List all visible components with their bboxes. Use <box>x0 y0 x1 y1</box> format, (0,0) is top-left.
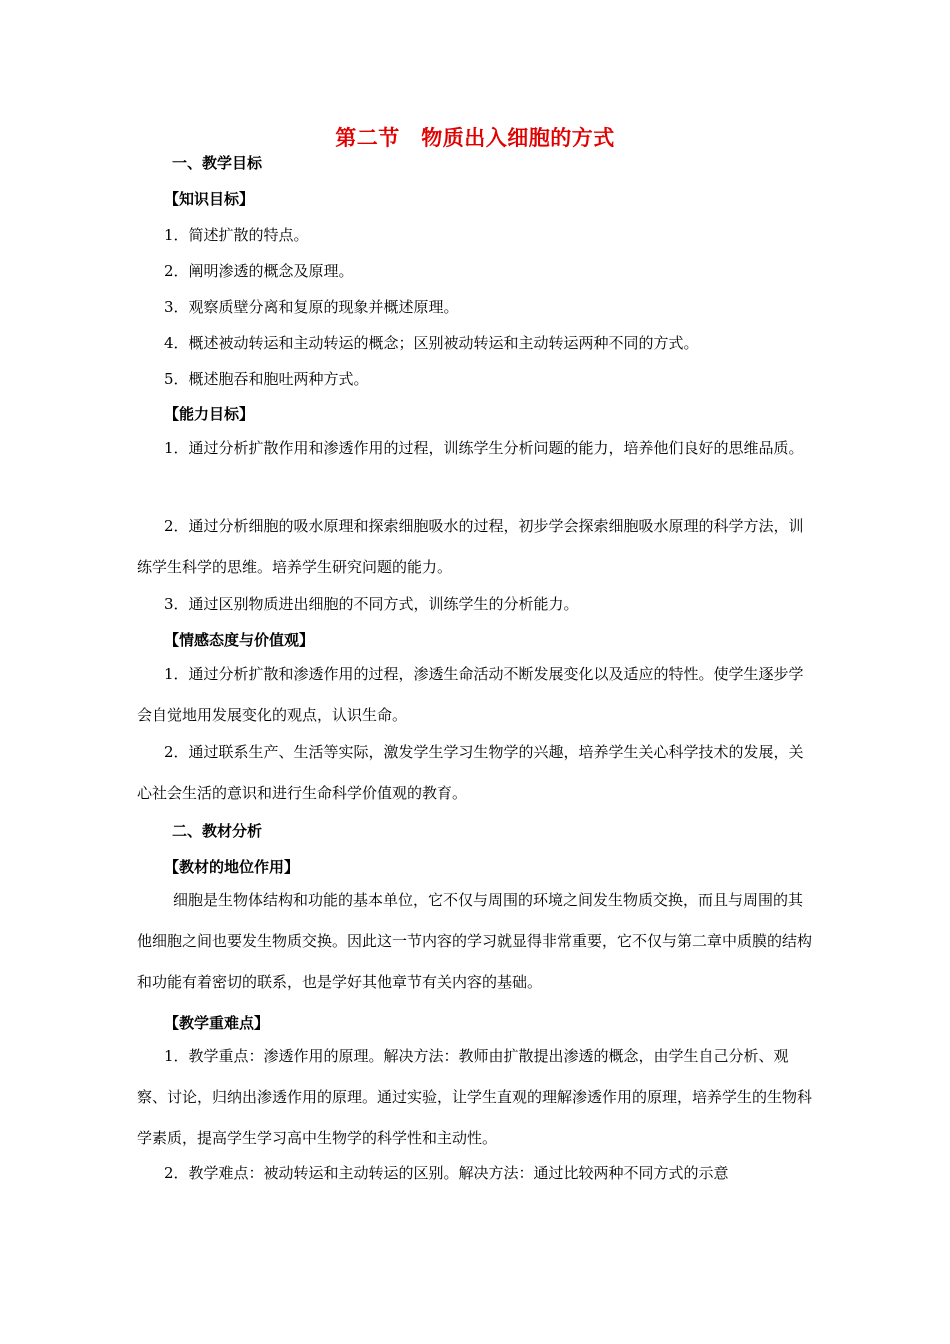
knowledge-item-4: 4．概述被动转运和主动转运的概念；区别被动转运和主动转运两种不同的方式。 <box>164 334 699 352</box>
key-point-item-1: 1．教学重点：渗透作用的原理。解决方法：教师由扩散提出渗透的概念，由学生自己分析、观察、讨论，归纳出渗透作用的原理。通过实验，让学生直观的理解渗透作用的原理，培养学生的生物科学素质，提高学生学习高中生物学的科学性和主动性。 <box>137 1047 813 1147</box>
subheading-knowledge-goals: 【知识目标】 <box>164 190 255 208</box>
knowledge-item-5: 5．概述胞吞和胞吐两种方式。 <box>164 370 369 388</box>
ability-item-3: 3．通过区别物质进出细胞的不同方式，训练学生的分析能力。 <box>164 595 579 613</box>
subheading-ability-goals: 【能力目标】 <box>164 405 255 423</box>
subheading-attitude-values: 【情感态度与价值观】 <box>164 631 315 649</box>
attitude-item-1: 1．通过分析扩散和渗透作用的过程，渗透生命活动不断发展变化以及适应的特性。使学生逐步学会自觉地用发展变化的观点，认识生命。 <box>137 665 804 724</box>
page-title: 第二节 物质出入细胞的方式 <box>335 126 615 150</box>
ability-item-1: 1．通过分析扩散作用和渗透作用的过程，训练学生分析问题的能力，培养他们良好的思维品质。 <box>164 439 804 457</box>
material-position-paragraph: 细胞是生物体结构和功能的基本单位，它不仅与周围的环境之间发生物质交换，而且与周围的其他细胞之间也要发生物质交换。因此这一节内容的学习就显得非常重要，它不仅与第二章中质膜的结构和功能有着密切的联系，也是学好其他章节有关内容的基础。 <box>137 891 813 991</box>
key-point-item-2: 2．教学难点：被动转运和主动转运的区别。解决方法：通过比较两种不同方式的示意 <box>164 1164 729 1182</box>
knowledge-item-2: 2．阐明渗透的概念及原理。 <box>164 262 354 280</box>
ability-item-2: 2．通过分析细胞的吸水原理和探索细胞吸水的过程，初步学会探索细胞吸水原理的科学方法，训练学生科学的思维。培养学生研究问题的能力。 <box>137 517 804 576</box>
section-heading-teaching-goals: 一、教学目标 <box>172 154 263 172</box>
subheading-key-difficult-points: 【教学重难点】 <box>164 1014 270 1032</box>
section-heading-material-analysis: 二、教材分析 <box>172 822 263 840</box>
knowledge-item-1: 1．简述扩散的特点。 <box>164 226 309 244</box>
attitude-item-2: 2．通过联系生产、生活等实际，激发学生学习生物学的兴趣，培养学生关心科学技术的发展，关心社会生活的意识和进行生命科学价值观的教育。 <box>137 743 804 802</box>
knowledge-item-3: 3．观察质壁分离和复原的现象并概述原理。 <box>164 298 459 316</box>
subheading-material-position: 【教材的地位作用】 <box>164 858 300 876</box>
